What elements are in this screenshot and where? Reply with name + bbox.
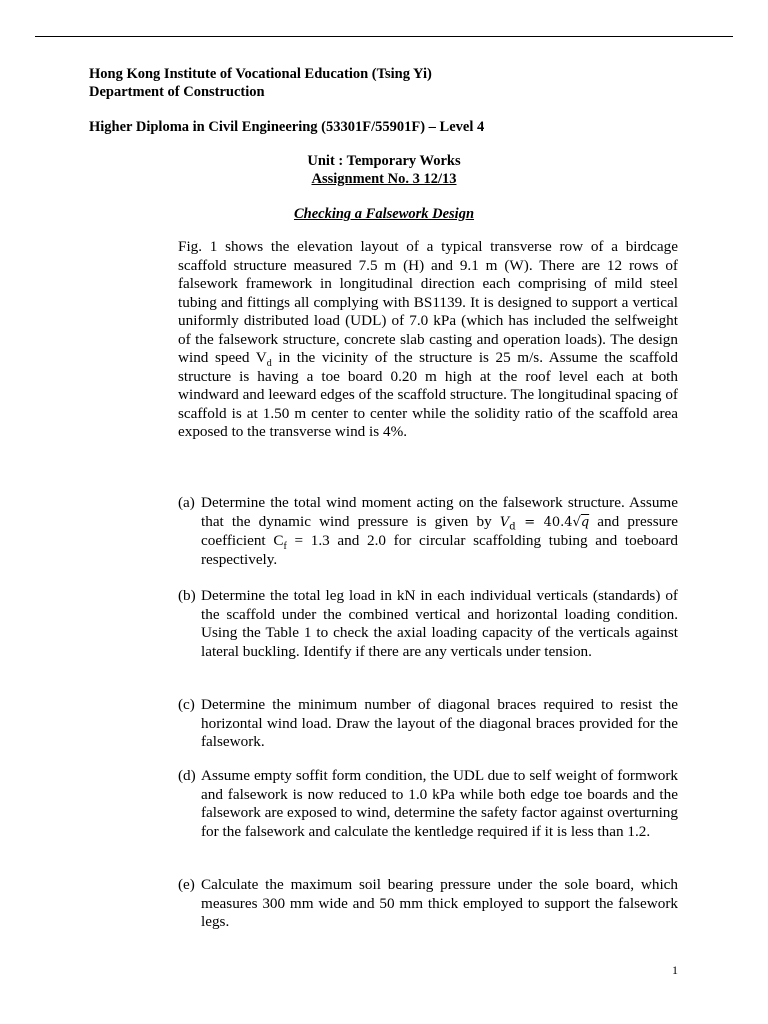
assignment-line bbox=[89, 170, 679, 188]
formula-subscript: d bbox=[509, 521, 516, 533]
question-c-text: Determine the minimum number of diagonal braces required to resist the horizontal wind load. Draw the layout of the diagonal braces provided for the falsework. bbox=[201, 696, 678, 750]
question-b bbox=[178, 587, 678, 661]
document-title-line bbox=[89, 205, 679, 223]
question-e bbox=[178, 876, 678, 932]
page-number: 1 bbox=[672, 963, 678, 977]
sqrt-symbol: √ bbox=[572, 514, 581, 530]
formula-equals: = 40.4 bbox=[515, 514, 573, 530]
unit-title: Unit : Temporary Works bbox=[307, 153, 461, 169]
wind-speed-formula bbox=[499, 514, 590, 533]
formula-q: q bbox=[580, 514, 590, 530]
intro-text-1: Fig. 1 shows the elevation layout of a typical transverse row of a birdcage scaffold structure measured 7.5 m (H) and 9.1 m (W). There are 12 rows of falsework framework in longitudinal direction each comprising of mild steel tubing and fittings all complying with BS1139. It is designed to support a vertical uniformly distributed load (UDL) of 7.0 kPa (which has included the selfweight of the falsework structure, concrete slab casting and operation loads). The design wind speed V bbox=[178, 238, 678, 366]
question-a bbox=[178, 494, 678, 569]
question-label: (d) bbox=[178, 767, 196, 784]
institute-name: Hong Kong Institute of Vocational Education (Tsing Yi) bbox=[89, 66, 432, 82]
question-a-subscript: f bbox=[283, 541, 287, 553]
question-b-text: Determine the total leg load in kN in each individual verticals (standards) of the scaffold under the combined vertical and horizontal loading condition. Using the Table 1 to check the axial loading capacity of the verticals against lateral buckling. Identify if there are any verticals under tension. bbox=[201, 587, 678, 660]
assignment-number: Assignment No. 3 12/13 bbox=[311, 171, 457, 187]
question-d-text: Assume empty soffit form condition, the UDL due to self weight of formwork and falsework is now reduced to 1.0 kPa while both edge toe boards and the falsework are exposed to wind, determine the safety factor against overturning for the falsework and calculate the kentledge required if it is less than 1.2. bbox=[201, 767, 678, 840]
intro-subscript: d bbox=[266, 358, 272, 370]
intro-paragraph bbox=[178, 238, 678, 442]
question-label: (c) bbox=[178, 696, 195, 713]
question-a-text-2: and pressure coefficient C bbox=[201, 512, 678, 549]
question-a-text-3: = 1.3 and 2.0 for circular scaffolding tubing and toeboard respectively. bbox=[201, 532, 679, 568]
question-label: (e) bbox=[178, 876, 195, 893]
question-d bbox=[178, 767, 678, 841]
question-c bbox=[178, 696, 678, 752]
intro-text-2: in the vicinity of the structure is 25 m/s. Assume the scaffold structure is having a toe board 0.20 m high at the roof level each at both windward and leeward edges of the scaffold structure. The longitudinal spacing of scaffold is at 1.50 m center to center while the solidity ratio of the scaffold area exposed to the transverse wind is 4%. bbox=[178, 349, 678, 440]
department-name: Department of Construction bbox=[89, 84, 265, 100]
formula-v: V bbox=[499, 514, 510, 530]
document-title: Checking a Falsework Design bbox=[293, 206, 475, 222]
programme-title: Higher Diploma in Civil Engineering (53301F/55901F) – Level 4 bbox=[89, 119, 485, 135]
top-rule bbox=[35, 36, 733, 37]
question-label: (a) bbox=[178, 494, 195, 511]
question-e-text: Calculate the maximum soil bearing pressure under the sole board, which measures 300 mm wide and 50 mm thick employed to support the falsework legs. bbox=[201, 876, 678, 930]
question-a-text-1: Determine the total wind moment acting on the falsework structure. Assume that the dynamic wind pressure is given by bbox=[201, 494, 678, 530]
question-label: (b) bbox=[178, 587, 196, 604]
